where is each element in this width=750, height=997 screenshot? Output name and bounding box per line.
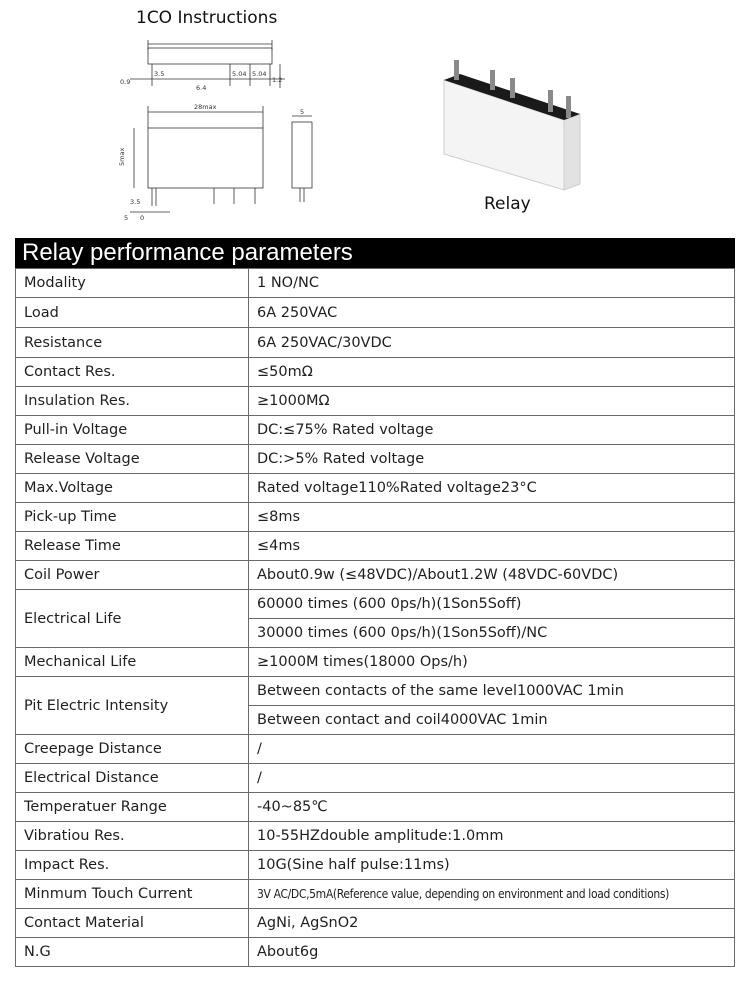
parameter-label: Mechanical Life [16, 648, 249, 677]
table-row [16, 387, 735, 416]
parameter-value: Rated voltage110%Rated voltage23°C [249, 474, 735, 503]
parameter-value: ≤8ms [249, 503, 735, 532]
parameter-value: / [249, 764, 735, 793]
dim-label: 5max [118, 147, 126, 166]
table-row [16, 561, 735, 590]
parameter-value: ≥1000M times(18000 Ops/h) [249, 648, 735, 677]
table-row [16, 938, 735, 967]
dimension-drawing [110, 36, 320, 226]
parameter-value: / [249, 735, 735, 764]
parameter-value: 1 NO/NC [249, 269, 735, 298]
parameter-value: AgNi, AgSnO2 [249, 909, 735, 938]
parameter-value: About0.9w (≤48VDC)/About1.2W (48VDC-60VDC) [249, 561, 735, 590]
parameter-value: About6g [249, 938, 735, 967]
parameter-label: Contact Material [16, 909, 249, 938]
parameter-label: Load [16, 298, 249, 328]
table-row [16, 677, 735, 706]
parameter-label: Coil Power [16, 561, 249, 590]
parameter-label: Modality [16, 269, 249, 298]
dim-label: 28max [194, 103, 217, 111]
parameter-value: 6A 250VAC [249, 298, 735, 328]
dim-label: 5.04 [252, 70, 267, 78]
parameter-label: Pull-in Voltage [16, 416, 249, 445]
table-row [16, 503, 735, 532]
table-row [16, 358, 735, 387]
table-row [16, 764, 735, 793]
parameter-value: 10G(Sine half pulse:11ms) [249, 851, 735, 880]
parameter-label: Pick-up Time [16, 503, 249, 532]
parameter-value: Between contact and coil4000VAC 1min [249, 706, 735, 735]
parameter-value: DC:≤75% Rated voltage [249, 416, 735, 445]
table-row [16, 648, 735, 677]
parameter-value: 6A 250VAC/30VDC [249, 328, 735, 358]
parameter-value: ≤4ms [249, 532, 735, 561]
parameter-value: 3V AC/DC,5mA(Reference value, depending on environment and load conditions) [249, 880, 735, 909]
parameter-value: DC:>5% Rated voltage [249, 445, 735, 474]
table-row [16, 590, 735, 619]
dim-label: 5 [124, 214, 129, 222]
parameter-value: -40~85℃ [249, 793, 735, 822]
parameter-value: 10-55HZdouble amplitude:1.0mm [249, 822, 735, 851]
table-row [16, 909, 735, 938]
parameter-label: Electrical Life [16, 590, 249, 648]
table-row [16, 445, 735, 474]
parameter-label: Minmum Touch Current [16, 880, 249, 909]
parameter-label: Pit Electric Intensity [16, 677, 249, 735]
parameter-label: Release Time [16, 532, 249, 561]
table-row [16, 532, 735, 561]
parameter-label: Resistance [16, 328, 249, 358]
dim-label: 1.2 [272, 76, 283, 84]
dim-label: 5 [300, 108, 305, 116]
section-title: Relay performance parameters [15, 238, 735, 268]
parameter-label: Impact Res. [16, 851, 249, 880]
parameter-value: Between contacts of the same level1000VAC 1min [249, 677, 735, 706]
parameter-label: Max.Voltage [16, 474, 249, 503]
table-row [16, 416, 735, 445]
parameter-value: ≤50mΩ [249, 358, 735, 387]
product-header [0, 0, 750, 236]
parameter-label: Contact Res. [16, 358, 249, 387]
parameter-value: 30000 times (600 0ps/h)(1Son5Soff)/NC [249, 619, 735, 648]
table-row [16, 851, 735, 880]
dim-label: 3.5 [154, 70, 165, 78]
dim-label: 6.4 [196, 84, 207, 92]
instructions-title: 1CO Instructions [136, 8, 278, 28]
parameter-label: Electrical Distance [16, 764, 249, 793]
parameter-label: Creepage Distance [16, 735, 249, 764]
relay-label: Relay [484, 194, 531, 214]
table-row [16, 269, 735, 298]
table-row [16, 328, 735, 358]
dim-label: 0 [140, 214, 145, 222]
parameter-label: Vibratiou Res. [16, 822, 249, 851]
parameter-label: N.G [16, 938, 249, 967]
parameter-value: ≥1000MΩ [249, 387, 735, 416]
parameter-label: Insulation Res. [16, 387, 249, 416]
table-row [16, 793, 735, 822]
table-row [16, 298, 735, 328]
table-row [16, 880, 735, 909]
parameters-table [15, 268, 735, 967]
table-row [16, 474, 735, 503]
relay-photo [430, 42, 610, 192]
parameter-value: 60000 times (600 0ps/h)(1Son5Soff) [249, 590, 735, 619]
dim-label: 5.04 [232, 70, 247, 78]
dim-label: 3.5 [130, 198, 141, 206]
dim-label: 0.9 [120, 78, 131, 86]
table-row [16, 735, 735, 764]
parameter-label: Release Voltage [16, 445, 249, 474]
table-row [16, 822, 735, 851]
parameter-label: Temperatuer Range [16, 793, 249, 822]
